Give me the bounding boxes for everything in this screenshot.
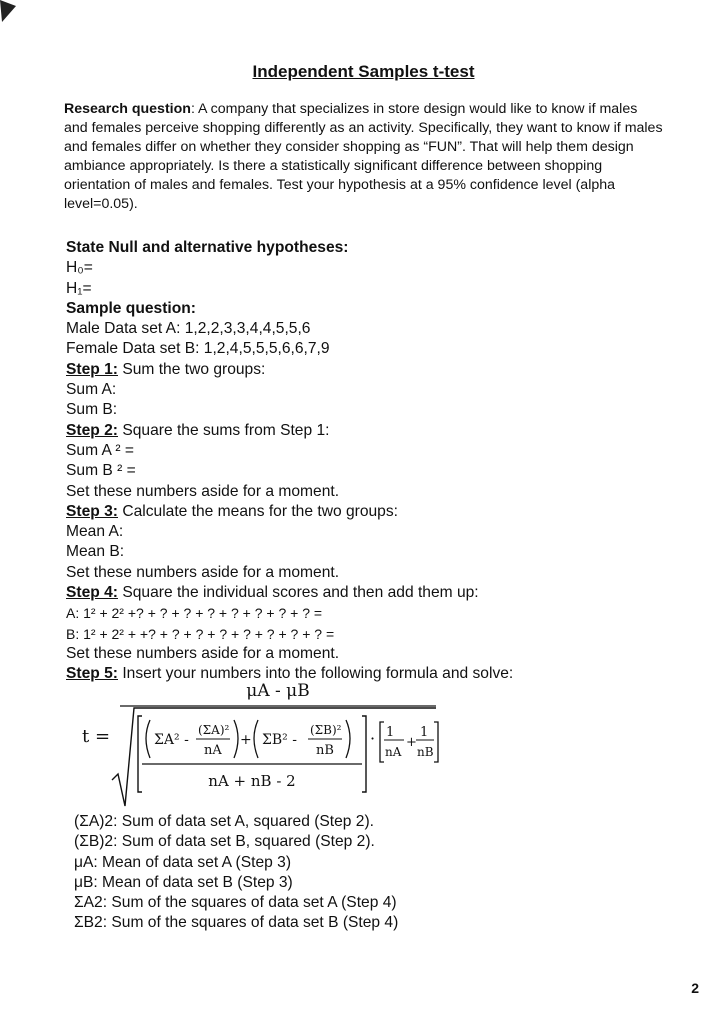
research-question xyxy=(64,100,664,214)
sum-b-squared-term: (ΣB)² xyxy=(310,723,342,737)
multiply-dot: · xyxy=(370,729,376,748)
sum-a-squared-term: (ΣA)² xyxy=(198,723,230,737)
svg-text:nB: nB xyxy=(417,745,434,759)
female-data: Female Data set B: 1,2,4,5,5,5,6,6,7,9 xyxy=(66,340,330,358)
research-question-text: : A company that specializes in store design would like to know if males and females perceive shopping differently as an activity. Specifically, they want to know if males and females differ on whether they consider shopping as “FUN”. That will help them design ambiance appropriately. Is there a statistically significant difference between shopping orientation of males and females. Test your hypothesis at a 95% confidence level (alpha level=0.05). xyxy=(64,101,663,212)
mean-b: Mean B: xyxy=(66,543,125,561)
sum-a-sq-term: ΣA² - xyxy=(154,732,189,748)
step4-text: Square the individual scores and then add them up: xyxy=(118,584,479,602)
definition-item: (ΣB)2: Sum of data set B, squared (Step 2). xyxy=(74,833,375,851)
sum-b-squared: Sum B ² = xyxy=(66,462,136,480)
step3-label: Step 3: xyxy=(66,502,118,520)
step4-line xyxy=(66,583,666,603)
mean-a: Mean A: xyxy=(66,523,124,541)
formula-denominator: nA + nB - 2 xyxy=(208,772,296,790)
left-bracket xyxy=(138,716,142,792)
n-b-term: nB xyxy=(316,743,334,758)
hypotheses-heading: State Null and alternative hypotheses: xyxy=(66,239,349,256)
step2-line xyxy=(66,421,666,441)
definition-item: μB: Mean of data set B (Step 3) xyxy=(74,873,293,891)
n-a-term: nA xyxy=(204,743,222,758)
one-over-na: 1 xyxy=(386,725,395,740)
worksheet-lines xyxy=(66,238,666,685)
step1-label: Step 1: xyxy=(66,360,118,378)
one-over-nb: 1 xyxy=(420,725,429,740)
plus-sign: + xyxy=(240,732,252,748)
step2-text: Square the sums from Step 1: xyxy=(118,421,330,439)
corner-pen-mark xyxy=(0,0,30,30)
page-title: Independent Samples t-test xyxy=(252,62,475,81)
definition-item: μA: Mean of data set A (Step 3) xyxy=(74,853,292,871)
right-bracket xyxy=(362,716,366,792)
step4-aside: Set these numbers aside for a moment. xyxy=(66,644,340,662)
squares-b: B: 1² + 2² + +? + ? + ? + ? + ? + ? + ? + ? = xyxy=(66,625,335,642)
step3-aside: Set these numbers aside for a moment. xyxy=(66,563,340,581)
formula-t-label: t = xyxy=(82,726,111,747)
sum-b-sq-term: ΣB² - xyxy=(262,732,297,748)
definition-item: ΣA2: Sum of the squares of data set A (Step 4) xyxy=(74,894,397,912)
step1-line xyxy=(66,360,666,380)
page-number: 2 xyxy=(691,980,699,996)
formula-definitions xyxy=(74,812,674,934)
squares-a: A: 1² + 2² +? + ? + ? + ? + ? + ? + ? + ? = xyxy=(66,605,323,622)
sum-a: Sum A: xyxy=(66,381,117,399)
step3-text: Calculate the means for the two groups: xyxy=(118,502,398,520)
alt-hypothesis: H₁= xyxy=(66,279,92,297)
definition-item: ΣB2: Sum of the squares of data set B (Step 4) xyxy=(74,914,399,932)
step4-label: Step 4: xyxy=(66,584,118,602)
step1-text: Sum the two groups: xyxy=(118,360,266,378)
step3-line xyxy=(66,502,666,522)
step5-text: Insert your numbers into the following formula and solve: xyxy=(118,665,514,683)
t-test-formula xyxy=(80,678,460,808)
sum-a-squared: Sum A ² = xyxy=(66,441,135,459)
definition-item: (ΣA)2: Sum of data set A, squared (Step 2). xyxy=(74,813,375,830)
step2-label: Step 2: xyxy=(66,421,118,439)
male-data: Male Data set A: 1,2,2,3,3,4,4,5,5,6 xyxy=(66,320,311,338)
step2-aside: Set these numbers aside for a moment. xyxy=(66,482,340,500)
svg-text:nA: nA xyxy=(385,745,402,759)
sample-heading: Sample question: xyxy=(66,299,196,317)
svg-text:+: + xyxy=(406,735,417,750)
research-question-label: Research question xyxy=(64,101,191,117)
null-hypothesis: H₀= xyxy=(66,259,93,277)
formula-numerator: μA - μB xyxy=(246,681,310,701)
sum-b: Sum B: xyxy=(66,401,118,419)
step5-label: Step 5: xyxy=(66,665,118,683)
